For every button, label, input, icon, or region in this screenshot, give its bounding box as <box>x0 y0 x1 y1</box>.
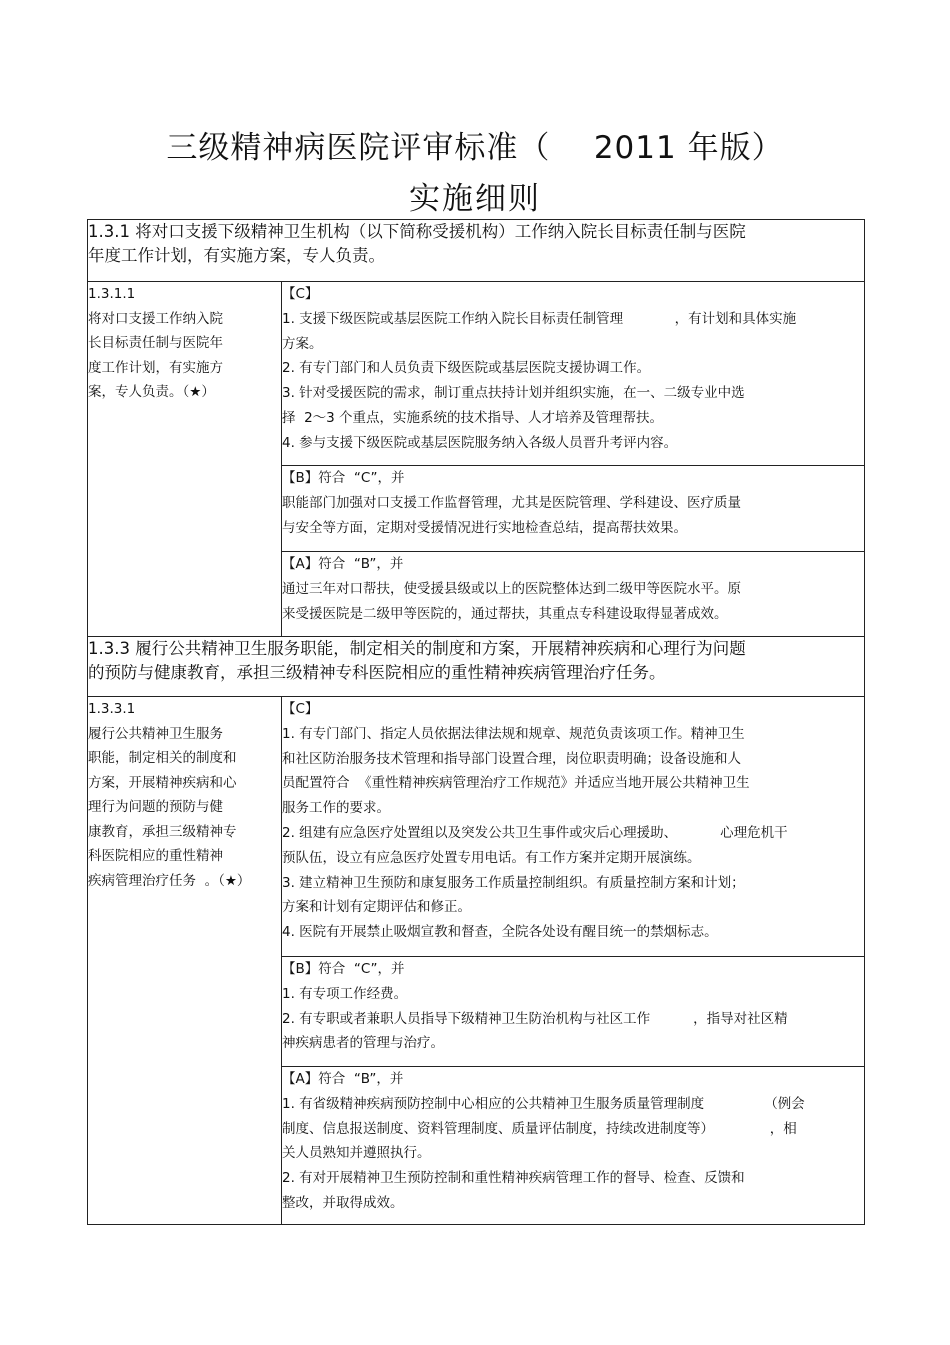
criteria-line: 2. 有专职或者兼职人员指导下级精神卫生防治机构与社区工作 ，指导对社区精 <box>282 1010 788 1027</box>
section-heading <box>88 220 865 282</box>
criteria-line: 3. 建立精神卫生预防和康复服务工作质量控制组织。有质量控制方案和计划； <box>282 874 745 891</box>
criteria-line: 制度、信息报送制度、资料管理制度、质量评估制度，持续改进制度等） ，相 <box>282 1120 797 1137</box>
criteria-line: 服务工作的要求。 <box>282 800 390 817</box>
heading-line: 1.3.3 履行公共精神卫生服务职能，制定相关的制度和方案，开展精神疾病和心理行为问题 <box>88 639 746 658</box>
item-text-line: 度工作计划，有实施方 <box>88 359 223 376</box>
criteria-line: 神疾病患者的管理与治疗。 <box>282 1035 444 1052</box>
section-heading <box>88 637 865 697</box>
level-label: 【A】符合 “B”，并 <box>282 1071 404 1087</box>
heading-line: 1.3.1 将对口支援下级精神卫生机构（以下简称受援机构）工作纳入院长目标责任制与医院 <box>88 222 746 241</box>
item-code: 1.3.1.1 <box>88 286 136 302</box>
criteria-line: 4. 参与支援下级医院或基层医院服务纳入各级人员晋升考评内容。 <box>282 434 678 451</box>
item-text-line: 疾病管理治疗任务 。（★） <box>88 872 251 889</box>
item-text-line: 履行公共精神卫生服务 <box>88 725 223 742</box>
criteria-line: 4. 医院有开展禁止吸烟宣教和督查，全院各处设有醒目统一的禁烟标志。 <box>282 924 718 941</box>
criteria-line: 通过三年对口帮扶，使受援县级或以上的医院整体达到二级甲等医院水平。原 <box>282 580 741 597</box>
level-c-cell <box>282 282 865 466</box>
item-text-line: 长目标责任制与医院年 <box>88 335 223 351</box>
criteria-line: 2. 组建有应急医疗处置组以及突发公共卫生事件或灾后心理援助、 心理危机干 <box>282 824 788 841</box>
item-description <box>88 697 282 1225</box>
criteria-line: 员配置符合 《重性精神疾病管理治疗工作规范》并适应当地开展公共精神卫生 <box>282 775 750 792</box>
level-a-cell <box>282 552 865 637</box>
criteria-line: 方案。 <box>282 335 323 352</box>
item-text-line: 康教育，承担三级精神专 <box>88 823 237 840</box>
criteria-line: 1. 有专门部门、指定人员依据法律法规和规章、规范负责该项工作。精神卫生 <box>282 725 745 742</box>
section-heading-row <box>88 220 865 282</box>
level-b-cell <box>282 957 865 1067</box>
section-heading-row <box>88 637 865 697</box>
item-text-line: 理行为问题的预防与健 <box>88 799 223 815</box>
level-label: 【C】 <box>282 286 319 302</box>
level-label: 【B】符合 “C”，并 <box>282 470 405 486</box>
criteria-line: 关人员熟知并遵照执行。 <box>282 1145 431 1162</box>
criteria-line: 和社区防治服务技术管理和指导部门设置合理，岗位职责明确；设备设施和人 <box>282 750 741 767</box>
item-description <box>88 282 282 637</box>
document-subtitle: 实施细则 <box>409 181 541 217</box>
item-text-line: 职能，制定相关的制度和 <box>88 750 237 766</box>
item-text-line: 将对口支援工作纳入院 <box>88 310 223 327</box>
criteria-line: 3. 针对受援医院的需求，制订重点扶持计划并组织实施，在一、二级专业中选 <box>282 385 745 402</box>
level-a-cell <box>282 1067 865 1225</box>
criteria-line: 1. 有专项工作经费。 <box>282 985 408 1002</box>
heading-line: 年度工作计划，有实施方案，专人负责。 <box>88 246 385 265</box>
criteria-line: 方案和计划有定期评估和修正。 <box>282 899 471 916</box>
heading-line: 的预防与健康教育，承担三级精神专科医院相应的重性精神疾病管理治疗任务。 <box>88 663 666 682</box>
criteria-line: 整改，并取得成效。 <box>282 1194 404 1211</box>
standards-table <box>87 219 865 1225</box>
criteria-line: 职能部门加强对口支援工作监督管理，尤其是医院管理、学科建设、医疗质量 <box>282 494 741 511</box>
item-code: 1.3.3.1 <box>88 701 136 717</box>
item-text-line: 案，专人负责。（★） <box>88 384 215 400</box>
item-text-line: 方案，开展精神疾病和心 <box>88 774 237 791</box>
level-label: 【B】符合 “C”，并 <box>282 961 405 977</box>
criteria-line: 2. 有专门部门和人员负责下级医院或基层医院支援协调工作。 <box>282 360 651 377</box>
level-c-cell <box>282 697 865 957</box>
item-row <box>88 697 865 957</box>
criteria-line: 择 2～3 个重点，实施系统的技术指导、人才培养及管理帮扶。 <box>282 409 664 426</box>
criteria-line: 1. 有省级精神疾病预防控制中心相应的公共精神卫生服务质量管理制度 （例会 <box>282 1095 805 1112</box>
criteria-line: 预队伍，设立有应急医疗处置专用电话。有工作方案并定期开展演练。 <box>282 849 701 866</box>
level-label: 【A】符合 “B”，并 <box>282 556 404 572</box>
item-row <box>88 282 865 466</box>
level-label: 【C】 <box>282 701 319 717</box>
level-b-cell <box>282 466 865 552</box>
criteria-line: 来受援医院是二级甲等医院的，通过帮扶，其重点专科建设取得显著成效。 <box>282 605 728 622</box>
criteria-line: 2. 有对开展精神卫生预防控制和重性精神疾病管理工作的督导、检查、反馈和 <box>282 1170 745 1187</box>
criteria-line: 与安全等方面，定期对受援情况进行实地检查总结，提高帮扶效果。 <box>282 519 687 536</box>
criteria-line: 1. 支援下级医院或基层医院工作纳入院长目标责任制管理 ，有计划和具体实施 <box>282 310 797 327</box>
document-title: 三级精神病医院评审标准（ 2011 年版） <box>166 130 784 166</box>
item-text-line: 科医院相应的重性精神 <box>88 848 223 864</box>
